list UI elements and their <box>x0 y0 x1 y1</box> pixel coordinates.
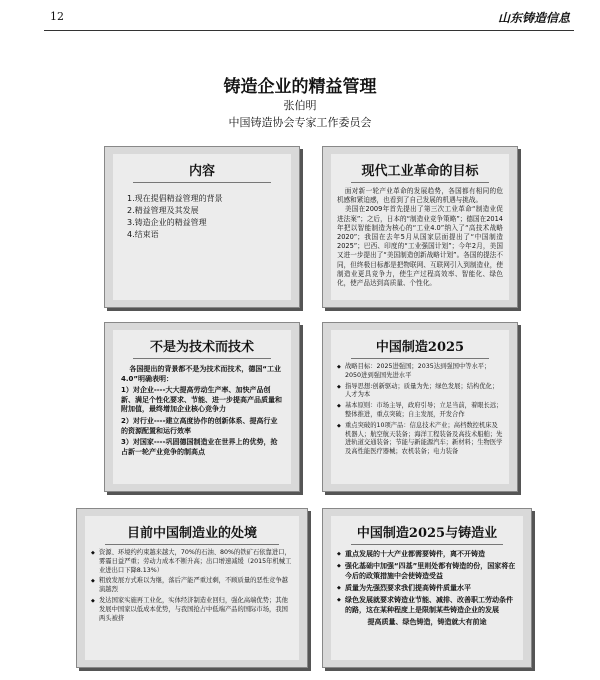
list-item: ◆ 指导思想:创新驱动；质量为先；绿色发展；结构优化；人才为本 <box>337 383 503 401</box>
list-item: ◆ 基本原则：市场主导，政府引导；立足当前，着眼长远；整体推进，重点突破；自主发展，开发合作 <box>337 402 503 420</box>
slide-panel <box>331 154 509 300</box>
slide-revolution <box>322 146 518 308</box>
slide-foundry <box>322 508 532 668</box>
list-item: 4.结束语 <box>127 230 159 239</box>
slide-china-2025 <box>322 322 518 492</box>
list-item: 3.铸造企业的精益管理 <box>127 218 207 227</box>
journal-name: 山东铸造信息 <box>497 11 570 25</box>
slide-title: 中国制造2025 <box>351 330 489 359</box>
list-item: ◆ 资源、环境约约束越来越大，70%的石油、80%的铁矿石依靠进口，雾霾日益严重；劳动力成本不断升高；出口增速减缓（2015年机械工业进出口下降8.13%） <box>91 549 293 575</box>
slide-situation <box>76 508 308 668</box>
article-author: 张伯明 <box>283 99 317 112</box>
slide-title: 目前中国制造业的处境 <box>105 516 279 545</box>
slide-title: 中国制造2025与铸造业 <box>351 516 503 545</box>
closing-line: 提高质量、绿色铸造，铸造就大有前途 <box>367 618 487 626</box>
slide-panel <box>113 330 291 484</box>
bullet-list <box>337 363 503 457</box>
list-item: ◆ 绿色发展就要求铸造业节能、减排、改善职工劳动条件的路，这在某种程度上是限制某些铸造企业的发展 <box>337 595 517 615</box>
article-title: 铸造企业的精益管理 <box>223 77 377 97</box>
contents-list <box>127 193 291 241</box>
list-item: ◆ 强化基础中加强“四基”里则处都有铸造的份，国家将在今后的政策措施中会使铸造受益 <box>337 561 517 581</box>
list-item: ◆ 质量为先强烈要求我们提高铸件质量水平 <box>337 583 517 593</box>
list-item: ◆ 发达国家实施再工业化，实体经济制造业回归，强化高端优势；其他发展中国家以低成本优势，与我国抢占中低端产品的国际市场，我国两头被挤 <box>91 597 293 623</box>
slide-panel <box>331 330 509 484</box>
paragraph: 1）对企业----大大提高劳动生产率、加快产品创新、满足个性化要求、节能、进一步提高产品质量和附加值，最终增加企业核心竞争力 <box>121 386 282 414</box>
list-item: ◆ 粗放发展方式难以为继，落后产能严重过剩，不顾质量的恶性竞争越演越烈 <box>91 577 293 595</box>
slide-contents <box>104 146 300 308</box>
slide-panel <box>85 516 299 660</box>
list-item: ◆ 重点发展的十大产业都需要铸件，离不开铸造 <box>337 549 517 559</box>
article-affiliation: 中国铸造协会专家工作委员会 <box>228 116 372 129</box>
paragraph: 2）对行业----建立高度协作的创新体系、提高行业的资源配置和运行效率 <box>121 416 278 435</box>
slide-panel <box>113 154 291 300</box>
bullet-list <box>337 549 517 615</box>
page-header <box>44 8 574 31</box>
list-item: ◆ 重点突破的10项产品：信息技术产业；高档数控机床及机器人；航空航天装备；海洋工程装备及高技术船舶；先进轨道交通装备；节能与新能源汽车；新材料；生物医学及高性能医疗器械；农机装备；电力装备 <box>337 422 503 457</box>
page-number: 12 <box>50 10 64 23</box>
paragraph: 各国提出的背景都不是为技术而技术，德国“工业4.0”明确表明： <box>121 365 281 383</box>
slide-title: 不是为技术而技术 <box>133 330 271 359</box>
slide-title: 内容 <box>133 154 271 183</box>
slide-body <box>121 365 283 457</box>
slide-title: 现代工业革命的目标 <box>351 154 489 183</box>
paragraph: 3）对国家----巩固德国制造业在世界上的优势，抢占新一轮产业竞争的制高点 <box>121 438 278 456</box>
slide-panel <box>331 516 523 660</box>
list-item: 1.现在提倡精益管理的背景 <box>127 194 223 203</box>
slide-body <box>337 187 503 288</box>
list-item: 2.精益管理及其发展 <box>127 206 199 215</box>
paragraph: 美国在2009年首先提出了第三次工业革命“制造业促进法案”；之后，日本的“制造业竞争策略”；德国在2014年把以智能制造为核心的“工业4.0”纳入了“高技术战略2020”；我国在去年5月从国家层面提出了“中国制造2025”；巴西、印度的“工业强国计划”；今年2月，美国又进一步提出了“美国制造创新战略计划”。各国的提法不同，但终极目标都是把物联网、互联网引入到制造业，使制造业更具竞争力，使生产过程高效率、智能化、绿色化，使产品达到高质量、个性化。 <box>337 205 503 288</box>
bullet-list <box>91 549 293 623</box>
slide-not-tech <box>104 322 300 492</box>
paragraph: 面对新一轮产业革命的发展趋势，各国都有相同的危机感和紧迫感，也看到了自己发展的机遇与挑战。 <box>337 187 503 205</box>
list-item: ◆ 战略目标：2025进强国；2035达到强国中等水平；2050进到强国先进水平 <box>337 363 503 381</box>
